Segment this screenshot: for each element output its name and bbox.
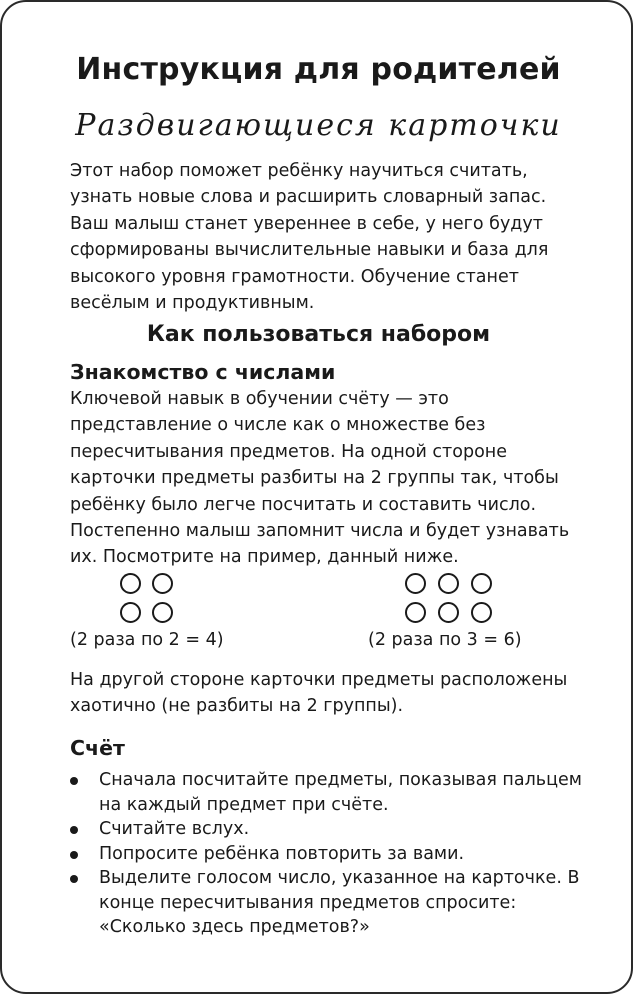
list-item: Сначала посчитайте предметы, показывая пальцем на каждый предмет при счёте. [64,768,584,817]
circle-icon [120,573,141,594]
bullet-icon [70,851,78,859]
circle-icon [405,602,426,623]
counting-list [64,768,584,940]
after-example-paragraph: На другой стороне карточки предметы расположены хаотично (не разбиты на 2 группы). [70,670,568,717]
numbers-heading: Знакомство с числами [70,360,336,384]
circle-icon [152,573,173,594]
circle-icon [405,573,426,594]
list-item: Считайте вслух. [64,817,584,842]
circle-icon [438,602,459,623]
circle-icon [438,573,459,594]
bullet-icon [70,777,78,785]
counting-heading: Счёт [70,736,125,760]
page-title: Инструкция для родителей [76,52,561,87]
example-caption-left: (2 раза по 2 = 4) [70,630,224,650]
page-subtitle: Раздвигающиеся карточки [75,108,562,143]
how-to-title: Как пользоваться набором [146,322,491,347]
example-caption-right: (2 раза по 3 = 6) [368,630,522,650]
bullet-icon [70,826,78,834]
intro-paragraph: Этот набор поможет ребёнку научиться считать, узнать новые слова и расширить словарный запас. Ваш малыш станет увереннее в себе, у него будут сформированы вычислительные навыки и база для высокого уровня грамотности. Обучение станет весёлым и продуктивным. [70,161,549,314]
circle-icon [152,602,173,623]
list-item: Выделите голосом число, указанное на карточке. В конце пересчитывания предметов спросите: «Сколько здесь предметов?» [64,866,584,940]
list-item: Попросите ребёнка повторить за вами. [64,842,584,867]
bullet-icon [70,875,78,883]
numbers-paragraph: Ключевой навык в обучении счёту — это представление о числе как о множестве без пересчитывания предметов. На одной стороне карточки предметы разбиты на 2 группы так, чтобы ребёнку было легче посчитать и составить число. Постепенно малыш запомнит числа и будет узнавать их. Посмотрите на пример, данный ниже. [70,389,570,568]
circle-icon [471,602,492,623]
circle-icon [120,602,141,623]
circle-icon [471,573,492,594]
